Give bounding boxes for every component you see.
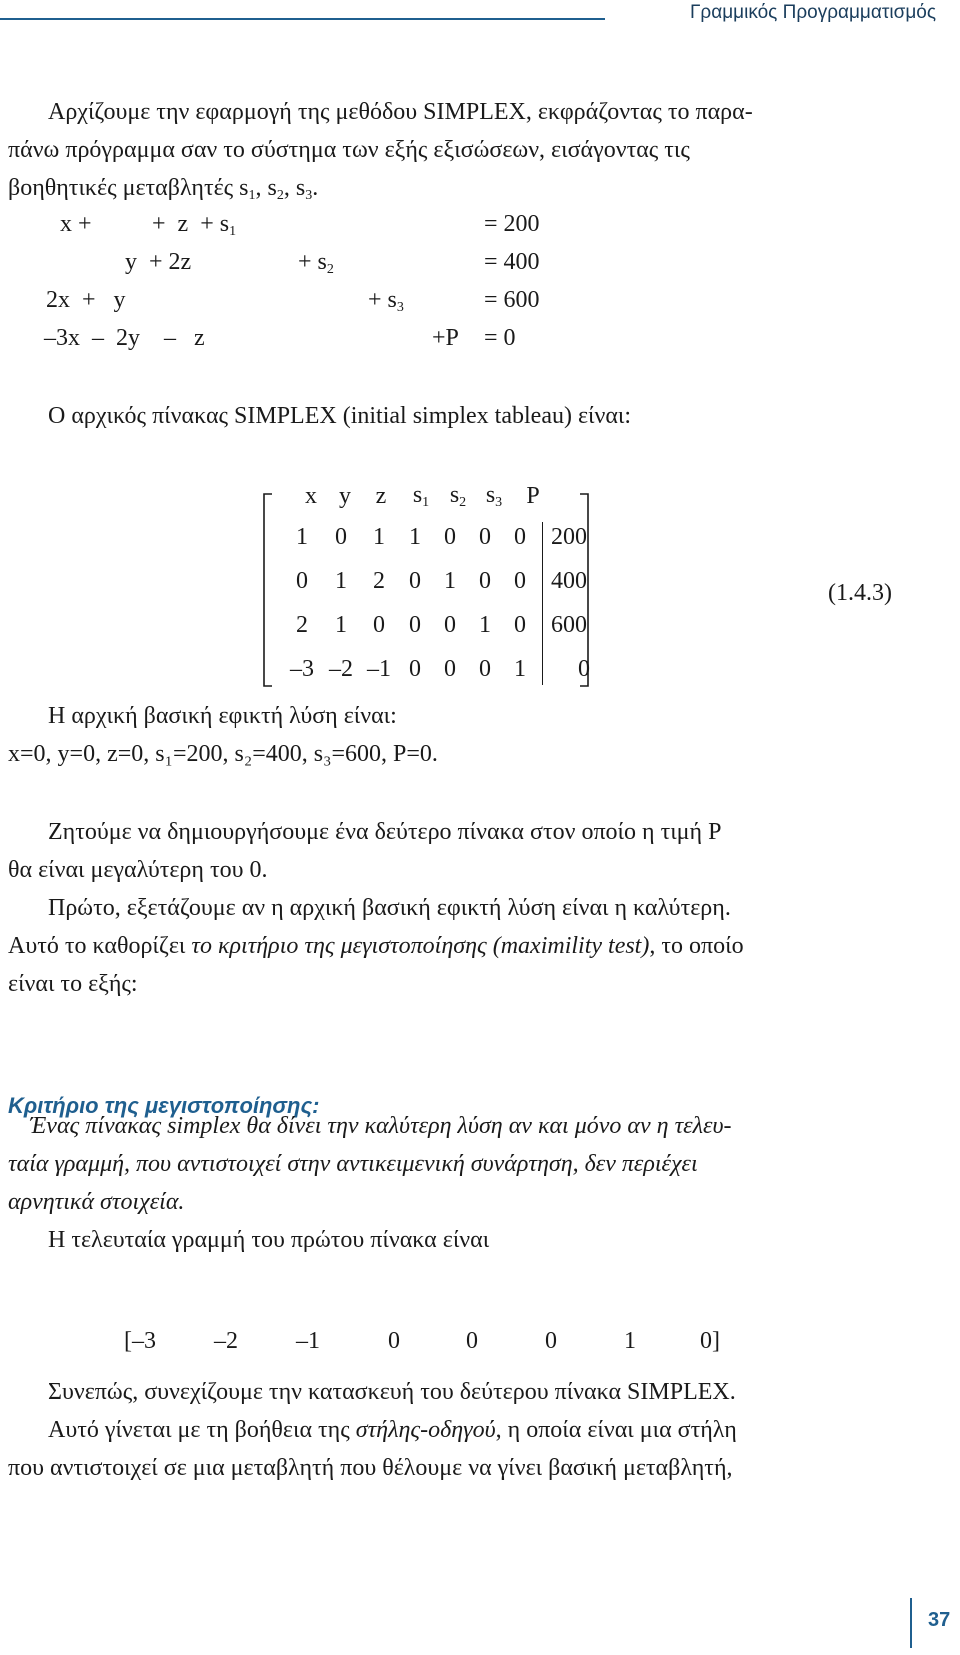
header-rule: [0, 18, 605, 20]
cell: 0: [479, 567, 491, 594]
header-s1: $s_1$: [412, 481, 430, 510]
vector-entry: 0: [466, 1328, 478, 1354]
cell: 2: [373, 567, 385, 594]
cell: 0: [373, 611, 385, 638]
equation-4-rhs: = 0: [484, 325, 516, 351]
equation-4-part: +P: [432, 325, 459, 351]
cell: –1: [367, 655, 391, 682]
equation-3: 2x + y: [46, 287, 126, 313]
header-p: P: [526, 482, 540, 509]
cell: 0: [514, 567, 526, 594]
equation-2: y + 2z: [125, 249, 192, 275]
cell: 0: [514, 523, 526, 550]
pivot-column-term: στήλης-οδηγού: [355, 1417, 496, 1443]
cell: 1: [479, 611, 491, 638]
intro-line-1: Αρχίζουμε την εφαρμογή της μεθόδου SIMPLEX, εκφράζοντας το παρα-: [48, 99, 753, 125]
cell: 1: [296, 523, 308, 550]
conclusion-line: Συνεπώς, συνεχίζουμε την κατασκευή του δεύτερου πίνακα SIMPLEX.: [48, 1379, 736, 1405]
vector-entry: –1: [296, 1328, 320, 1354]
vector-entry: 0: [545, 1328, 557, 1354]
cell: 0: [514, 611, 526, 638]
cell: 200: [551, 523, 587, 550]
paragraph-line: Πρώτο, εξετάζουμε αν η αρχική βασική εφικτή λύση είναι η καλύτερη.: [48, 895, 731, 921]
cell: 1: [373, 523, 385, 550]
cell: 0: [578, 655, 590, 682]
cell: 0: [409, 611, 421, 638]
vector-entry: 1: [624, 1328, 636, 1354]
equation-1: x +: [60, 211, 92, 237]
conclusion-line: Αυτό γίνεται με τη βοήθεια της στήλης-οδηγού, η οποία είναι μια στήλη: [48, 1417, 737, 1443]
running-header: Γραμμικός Προγραμματισμός: [689, 2, 936, 23]
tableau-matrix: [282, 515, 600, 691]
cell: 2: [296, 611, 308, 638]
cell: 1: [409, 523, 421, 550]
equation-2-part: + $s_2$: [298, 249, 334, 277]
paragraph-line: είναι το εξής:: [8, 971, 138, 997]
intro-line-2: πάνω πρόγραμμα σαν το σύστημα των εξής εξισώσεων, εισάγοντας τις: [8, 137, 690, 163]
tableau-row: [282, 603, 600, 647]
criterion-heading: Κριτήριο της μεγιστοποίησης:: [8, 1093, 320, 1118]
maximility-test-term: το κριτήριο της μεγιστοποίησης (maximility test): [191, 933, 650, 959]
equation-3-part: + $s_3$: [368, 287, 404, 315]
cell: 0: [479, 655, 491, 682]
vector-entry: 0: [388, 1328, 400, 1354]
last-row-intro: Η τελευταία γραμμή του πρώτου πίνακα είναι: [48, 1227, 490, 1253]
tableau-row: [282, 559, 600, 603]
cell: 1: [335, 611, 347, 638]
tableau-row: [282, 647, 600, 691]
header-x: x: [305, 482, 317, 509]
equation-1-rhs: = 200: [484, 211, 540, 237]
equation-3-rhs: = 600: [484, 287, 540, 313]
cell: 0: [409, 655, 421, 682]
tableau-row: [282, 515, 600, 559]
vector-entry: 0]: [700, 1328, 720, 1354]
header-y: y: [339, 482, 351, 509]
criterion-line: ταία γραμμή, που αντιστοιχεί στην αντικειμενική συνάρτηση, δεν περιέχει: [8, 1151, 698, 1177]
conclusion-line: που αντιστοιχεί σε μια μεταβλητή που θέλουμε να γίνει βασική μεταβλητή,: [8, 1455, 733, 1481]
cell: –3: [290, 655, 314, 682]
cell: 0: [479, 523, 491, 550]
cell: 0: [409, 567, 421, 594]
cell: 600: [551, 611, 587, 638]
equation-2-rhs: = 400: [484, 249, 540, 275]
cell: 0: [335, 523, 347, 550]
paragraph-line: Ζητούμε να δημιουργήσουμε ένα δεύτερο πίνακα στον οποίο η τιμή P: [48, 819, 722, 845]
cell: 0: [444, 655, 456, 682]
cell: 0: [444, 611, 456, 638]
cell: 1: [444, 567, 456, 594]
cell: 0: [444, 523, 456, 550]
cell: –2: [329, 655, 353, 682]
equation-1-part: + $z + s_1$: [152, 211, 237, 239]
cell: 1: [335, 567, 347, 594]
paragraph-line: θα είναι μεγαλύτερη του 0.: [8, 857, 268, 883]
criterion-line: Ένας πίνακας simplex θα δίνει την καλύτερη λύση αν και μόνο αν η τελευ-: [30, 1113, 732, 1139]
equation-number: (1.4.3): [828, 580, 892, 606]
intro-line-3: βοηθητικές μεταβλητές $s_1$, $s_2$, $s_3$.: [8, 175, 319, 203]
basic-solution-values: x=0, y=0, z=0, s₁=200, s₂=400, s₃=600, P=0.: [8, 741, 438, 767]
header-s2: $s_2$: [449, 481, 467, 510]
vector-entry: [–3: [124, 1328, 156, 1354]
page-number: 37: [928, 1609, 951, 1631]
vector-entry: –2: [214, 1328, 238, 1354]
basic-solution-heading: Η αρχική βασική εφικτή λύση είναι:: [48, 703, 397, 729]
equation-4: –3x – 2y – z: [44, 325, 205, 351]
tableau-intro: Ο αρχικός πίνακας SIMPLEX (initial simplex tableau) είναι:: [48, 403, 632, 429]
header-z: z: [375, 482, 387, 509]
criterion-line: αρνητικά στοιχεία.: [8, 1189, 185, 1215]
header-s3: $s_3$: [485, 481, 503, 510]
cell: 1: [514, 655, 526, 682]
paragraph-line: Αυτό το καθορίζει το κριτήριο της μεγιστοποίησης (maximility test), το οποίο: [8, 933, 744, 959]
page-number-rule: [910, 1598, 912, 1648]
cell: 0: [296, 567, 308, 594]
cell: 400: [551, 567, 587, 594]
